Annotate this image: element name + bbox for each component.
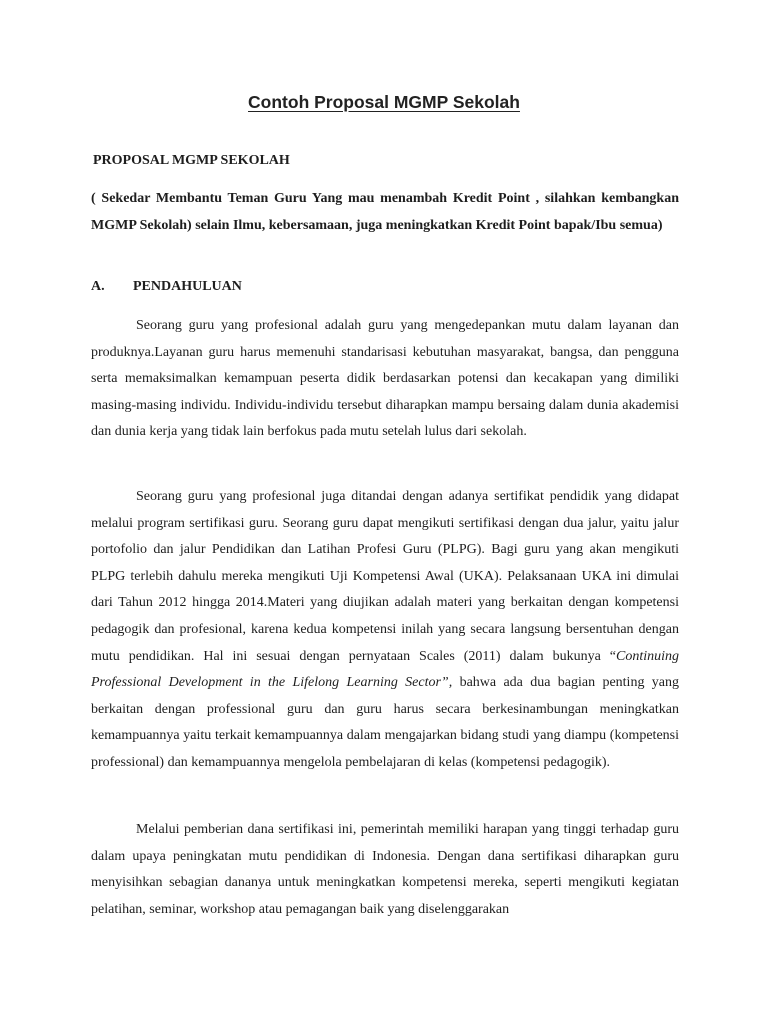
document-title: Contoh Proposal MGMP Sekolah xyxy=(248,92,520,112)
section-number: A. xyxy=(91,279,105,294)
paragraph-1: Seorang guru yang profesional adalah guru yang mengedepankan mutu dalam layanan dan produknya.Layanan guru harus memenuhi standarisasi kebutuhan masyarakat, bangsa, dan pengguna serta memaksimalkan kemampuan peserta didik berdasarkan potensi dan kecakapan yang dimiliki masing-masing individu. Individu-individu tersebut diharapkan mampu bersaing dalam dunia akademisi dan dunia kerja yang tidak lain berfokus pada mutu setelah lulus dari sekolah. xyxy=(91,318,679,440)
paragraph-2 xyxy=(91,484,679,777)
book-title: Continuing Professional Development in the Lifelong Learning Sector”, xyxy=(91,648,679,691)
proposal-heading: PROPOSAL MGMP SEKOLAH xyxy=(93,153,290,168)
paragraph-3: Melalui pemberian dana sertifikasi ini, pemerintah memiliki harapan yang tinggi terhadap guru dalam upaya peningkatan mutu pendidikan di Indonesia. Dengan dana sertifikasi diharapkan guru menyisihkan sebagian dananya untuk meningkatkan kompetensi mereka, seperti mengikuti kegiatan pelatihan, seminar, workshop atau pemagangan baik yang diselenggarakan xyxy=(91,822,679,917)
section-title: PENDAHULUAN xyxy=(133,279,242,294)
intro-paragraph: ( Sekedar Membantu Teman Guru Yang mau menambah Kredit Point , silahkan kembangkan MGMP Sekolah) selain Ilmu, kebersamaan, juga meningkatkan Kredit Point bapak/Ibu semua) xyxy=(91,191,679,233)
paragraph-2-text: Seorang guru yang profesional juga ditandai dengan adanya sertifikat pendidik yang didapat melalui program sertifikasi guru. Seorang guru dapat mengikuti sertifikasi dengan dua jalur, yaitu jalur portofolio dan jalur Pendidikan dan Latihan Profesi Guru (PLPG). Bagi guru yang akan mengikuti PLPG terlebih dahulu mereka mengikuti Uji Kompetensi Awal (UKA). Pelaksanaan UKA ini dimulai dari Tahun 2012 hingga 2014.Materi yang diujikan adalah materi yang berkaitan dengan kompetensi pedagogik dan profesional, karena kedua kompetensi inilah yang secara langsung bersentuhan dengan mutu pendidikan. Hal ini sesuai dengan pernyataan Scales (2011) dalam bukunya “ xyxy=(91,489,679,664)
section-heading-a xyxy=(91,279,242,295)
paragraph-2-continuation: bahwa ada dua bagian penting yang berkaitan dengan professional guru dan guru harus secara berkesinambungan meningkatkan kemampuannya yaitu terkait kemampuannya dalam mengajarkan bidang studi yang diampu (kompetensi professional) dan kemampuannya mengelola pembelajaran di kelas (kompetensi pedagogik). xyxy=(91,675,679,770)
